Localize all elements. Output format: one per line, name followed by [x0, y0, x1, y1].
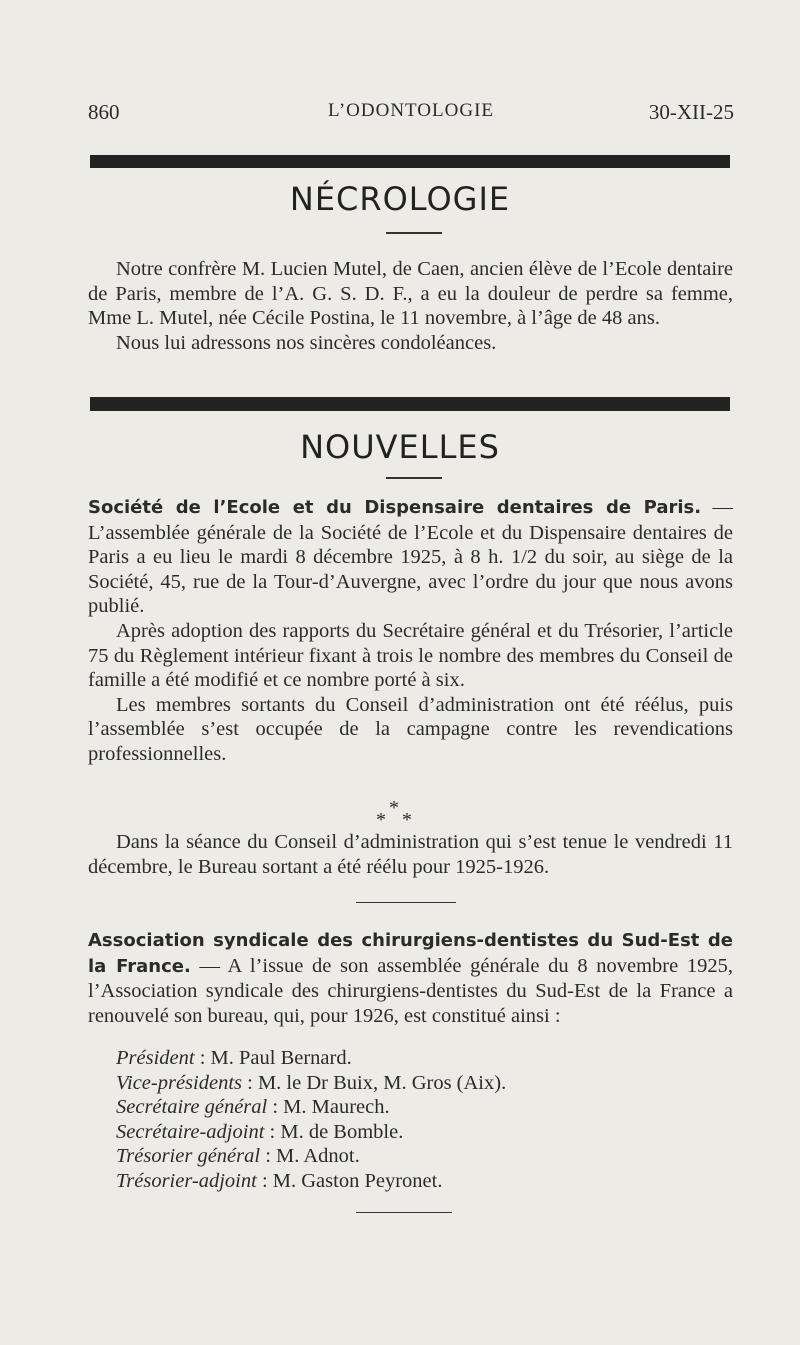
separator-rule	[356, 902, 456, 903]
officer-role: Président	[116, 1047, 195, 1069]
officers-list	[116, 1046, 506, 1194]
officer-role: Vice-présidents	[116, 1071, 242, 1094]
officer-line	[116, 1169, 506, 1194]
news-item-societe	[88, 495, 733, 767]
officer-role: Secrétaire-adjoint	[116, 1120, 265, 1143]
officer-name: : M. de Bomble.	[269, 1120, 404, 1143]
news-item-association	[88, 928, 733, 1028]
paragraph: Dans la séance du Conseil d’administration qui s’est tenue le vendredi 11 décembre, le Bureau sortant a été réélu pour 1925-1926.	[88, 831, 733, 878]
journal-title: L’ODONTOLOGIE	[327, 100, 495, 121]
title-underline	[386, 477, 442, 479]
paragraph: Nous lui adressons nos sincères condoléances.	[116, 331, 497, 354]
officer-name: : M. Gaston Peyronet.	[261, 1169, 443, 1192]
section-title-nouvelles: NOUVELLES	[300, 428, 500, 466]
paragraph: Les membres sortants du Conseil d’administration ont été réélus, puis l’assemblée s’est occupée de la campagne contre les revendications professionnelles.	[88, 693, 733, 765]
running-header	[88, 100, 734, 130]
officer-name: : M. Adnot.	[265, 1145, 360, 1168]
thick-rule	[90, 155, 730, 168]
paragraph: — L’assemblée générale de la Société de l’Ecole et du Dispensaire dentaires de Paris a eu lieu le mardi 8 décembre 1925, à 8 h. 1/2 du soir, au siège de la Société, 45, rue de la Tour-d’Auvergne, avec l’ordre du jour que nous avons publié.	[88, 496, 734, 618]
paragraph: Notre confrère M. Lucien Mutel, de Caen, ancien élève de l’Ecole dentaire de Paris, membre de l’A. G. S. D. F., a eu la douleur de perdre sa femme, Mme L. Mutel, née Cécile Postina, le 11 novembre, à l’âge de 48 ans.	[88, 258, 733, 330]
end-rule	[356, 1212, 452, 1213]
title-underline	[386, 232, 442, 234]
page-number: 860	[88, 100, 120, 124]
asterism-ornament	[372, 797, 422, 833]
officer-role: Trésorier-adjoint	[116, 1169, 257, 1192]
officer-role: Trésorier général	[116, 1145, 261, 1168]
officer-line	[116, 1046, 506, 1071]
asterisk: *	[389, 797, 399, 819]
section-title-necrologie: NÉCROLOGIE	[289, 180, 511, 218]
thick-rule	[90, 397, 730, 411]
asterisk: *	[402, 809, 412, 831]
news-heading: Société de l’Ecole et du Dispensaire dentaires de Paris.	[88, 497, 702, 518]
issue-date: 30-XII-25	[648, 100, 734, 124]
officer-name: : M. le Dr Buix, M. Gros (Aix).	[247, 1071, 507, 1094]
necrologie-body	[88, 257, 733, 355]
officer-line	[116, 1144, 506, 1169]
asterisk: *	[376, 809, 386, 831]
officer-name: : M. Paul Bernard.	[199, 1047, 352, 1069]
news-item-conseil	[88, 830, 733, 879]
officer-line	[116, 1095, 506, 1120]
paragraph: Après adoption des rapports du Secrétaire général et du Trésorier, l’article 75 du Règlement intérieur fixant à trois le nombre des membres du Conseil de famille a été modifié et ce nombre porté à six.	[88, 619, 733, 692]
officer-name: : M. Maurech.	[272, 1096, 390, 1119]
officer-line	[116, 1071, 506, 1096]
paragraph: — A l’issue de son assemblée générale du 8 novembre 1925, l’Association syndicale des chirurgiens-dentistes du Sud-Est de la France a renouvelé son bureau, qui, pour 1926, est constitué ainsi :	[88, 954, 734, 1027]
officer-line	[116, 1120, 506, 1145]
news-heading: Association syndicale des chirurgiens-dentistes du Sud-Est de la France.	[88, 930, 733, 977]
officer-role: Secrétaire général	[116, 1096, 268, 1119]
